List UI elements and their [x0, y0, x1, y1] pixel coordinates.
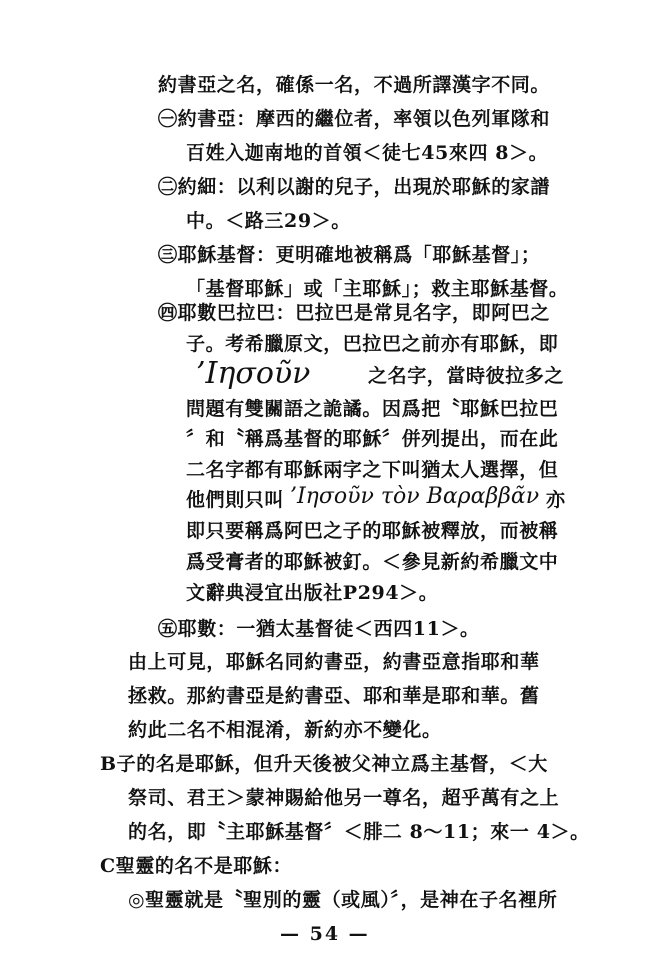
text-line-9: 子。考希臘原文，巴拉巴之前亦有耶穌，即 [186, 333, 559, 355]
list-item-4: ㊃耶數巴拉巴：巴拉巴是常見名字，即阿巴之 [158, 302, 551, 324]
section-b-line-2: 祭司、君王＞蒙神賜給他另一尊名，超乎萬有之上 [128, 787, 560, 809]
page-number: — 54 — [280, 923, 370, 945]
section-c-line-1: ◎聖靈就是〝聖別的靈（或風）〞，是神在子名裡所 [128, 889, 558, 911]
text-line-21: 約此二名不相混淆，新約亦不變化。 [128, 719, 442, 741]
section-c-heading: C聖靈的名不是耶穌： [100, 855, 293, 877]
text-line-13: 二名字都有耶穌兩字之下叫猶太人選擇，但 [186, 459, 559, 481]
section-b-line-3: 的名，即〝主耶穌基督〞＜腓二 8～11；來一 4＞。 [128, 821, 590, 843]
list-item-2: ㊁約細：以利以謝的兒子，出現於耶穌的家譜 [158, 176, 551, 198]
text-line-3: 百姓入迦南地的首領＜徒七45來四 8＞。 [186, 142, 549, 164]
text-line-20: 拯救。那約書亞是約書亞、耶和華是耶和華。舊 [128, 685, 540, 707]
greek-handwritten-barabbas: ’Iησοῦν τὸν Βαραββᾶν [290, 484, 540, 509]
text-line-19: 由上可見，耶穌名同約書亞，約書亞意指耶和華 [128, 651, 540, 673]
text-line-7: 「基督耶穌」或「主耶穌」；救主耶穌基督。 [186, 278, 569, 300]
text-line-5: 中。＜路三29＞。 [186, 210, 351, 232]
list-item-5: ㊄耶數：一猶太基督徒＜西四11＞。 [158, 618, 480, 640]
greek-handwritten-iesoun: ’Iησοῦν [196, 356, 311, 391]
text-line-15: 即只要稱爲阿巴之子的耶穌被釋放，而被稱 [186, 520, 559, 542]
section-b-line-1: B子的名是耶穌，但升天後被父神立爲主基督，＜大 [100, 753, 548, 775]
list-item-3: ㊂耶穌基督：更明確地被稱爲「耶穌基督」； [158, 244, 541, 266]
text-line-11: 問題有雙關語之詭譎。因爲把〝耶穌巴拉巴 [186, 398, 559, 420]
text-line-10: 之名字，當時彼拉多之 [368, 365, 565, 387]
text-line-17: 文辭典浸宜出版社P294＞。 [186, 582, 439, 604]
list-item-1: ㊀約書亞：摩西的繼位者，率領以色列軍隊和 [158, 108, 551, 130]
text-line-16: 爲受膏者的耶穌被釘。＜參見新約希臘文中 [186, 551, 559, 573]
text-line-1: 約書亞之名，確係一名，不過所譯漢字不同。 [158, 74, 551, 96]
text-line-12: 〞和〝稱爲基督的耶穌〞併列提出，而在此 [186, 428, 559, 450]
text-line-14b: 亦 [546, 489, 566, 511]
text-line-14a: 他們則只叫 [186, 489, 285, 511]
